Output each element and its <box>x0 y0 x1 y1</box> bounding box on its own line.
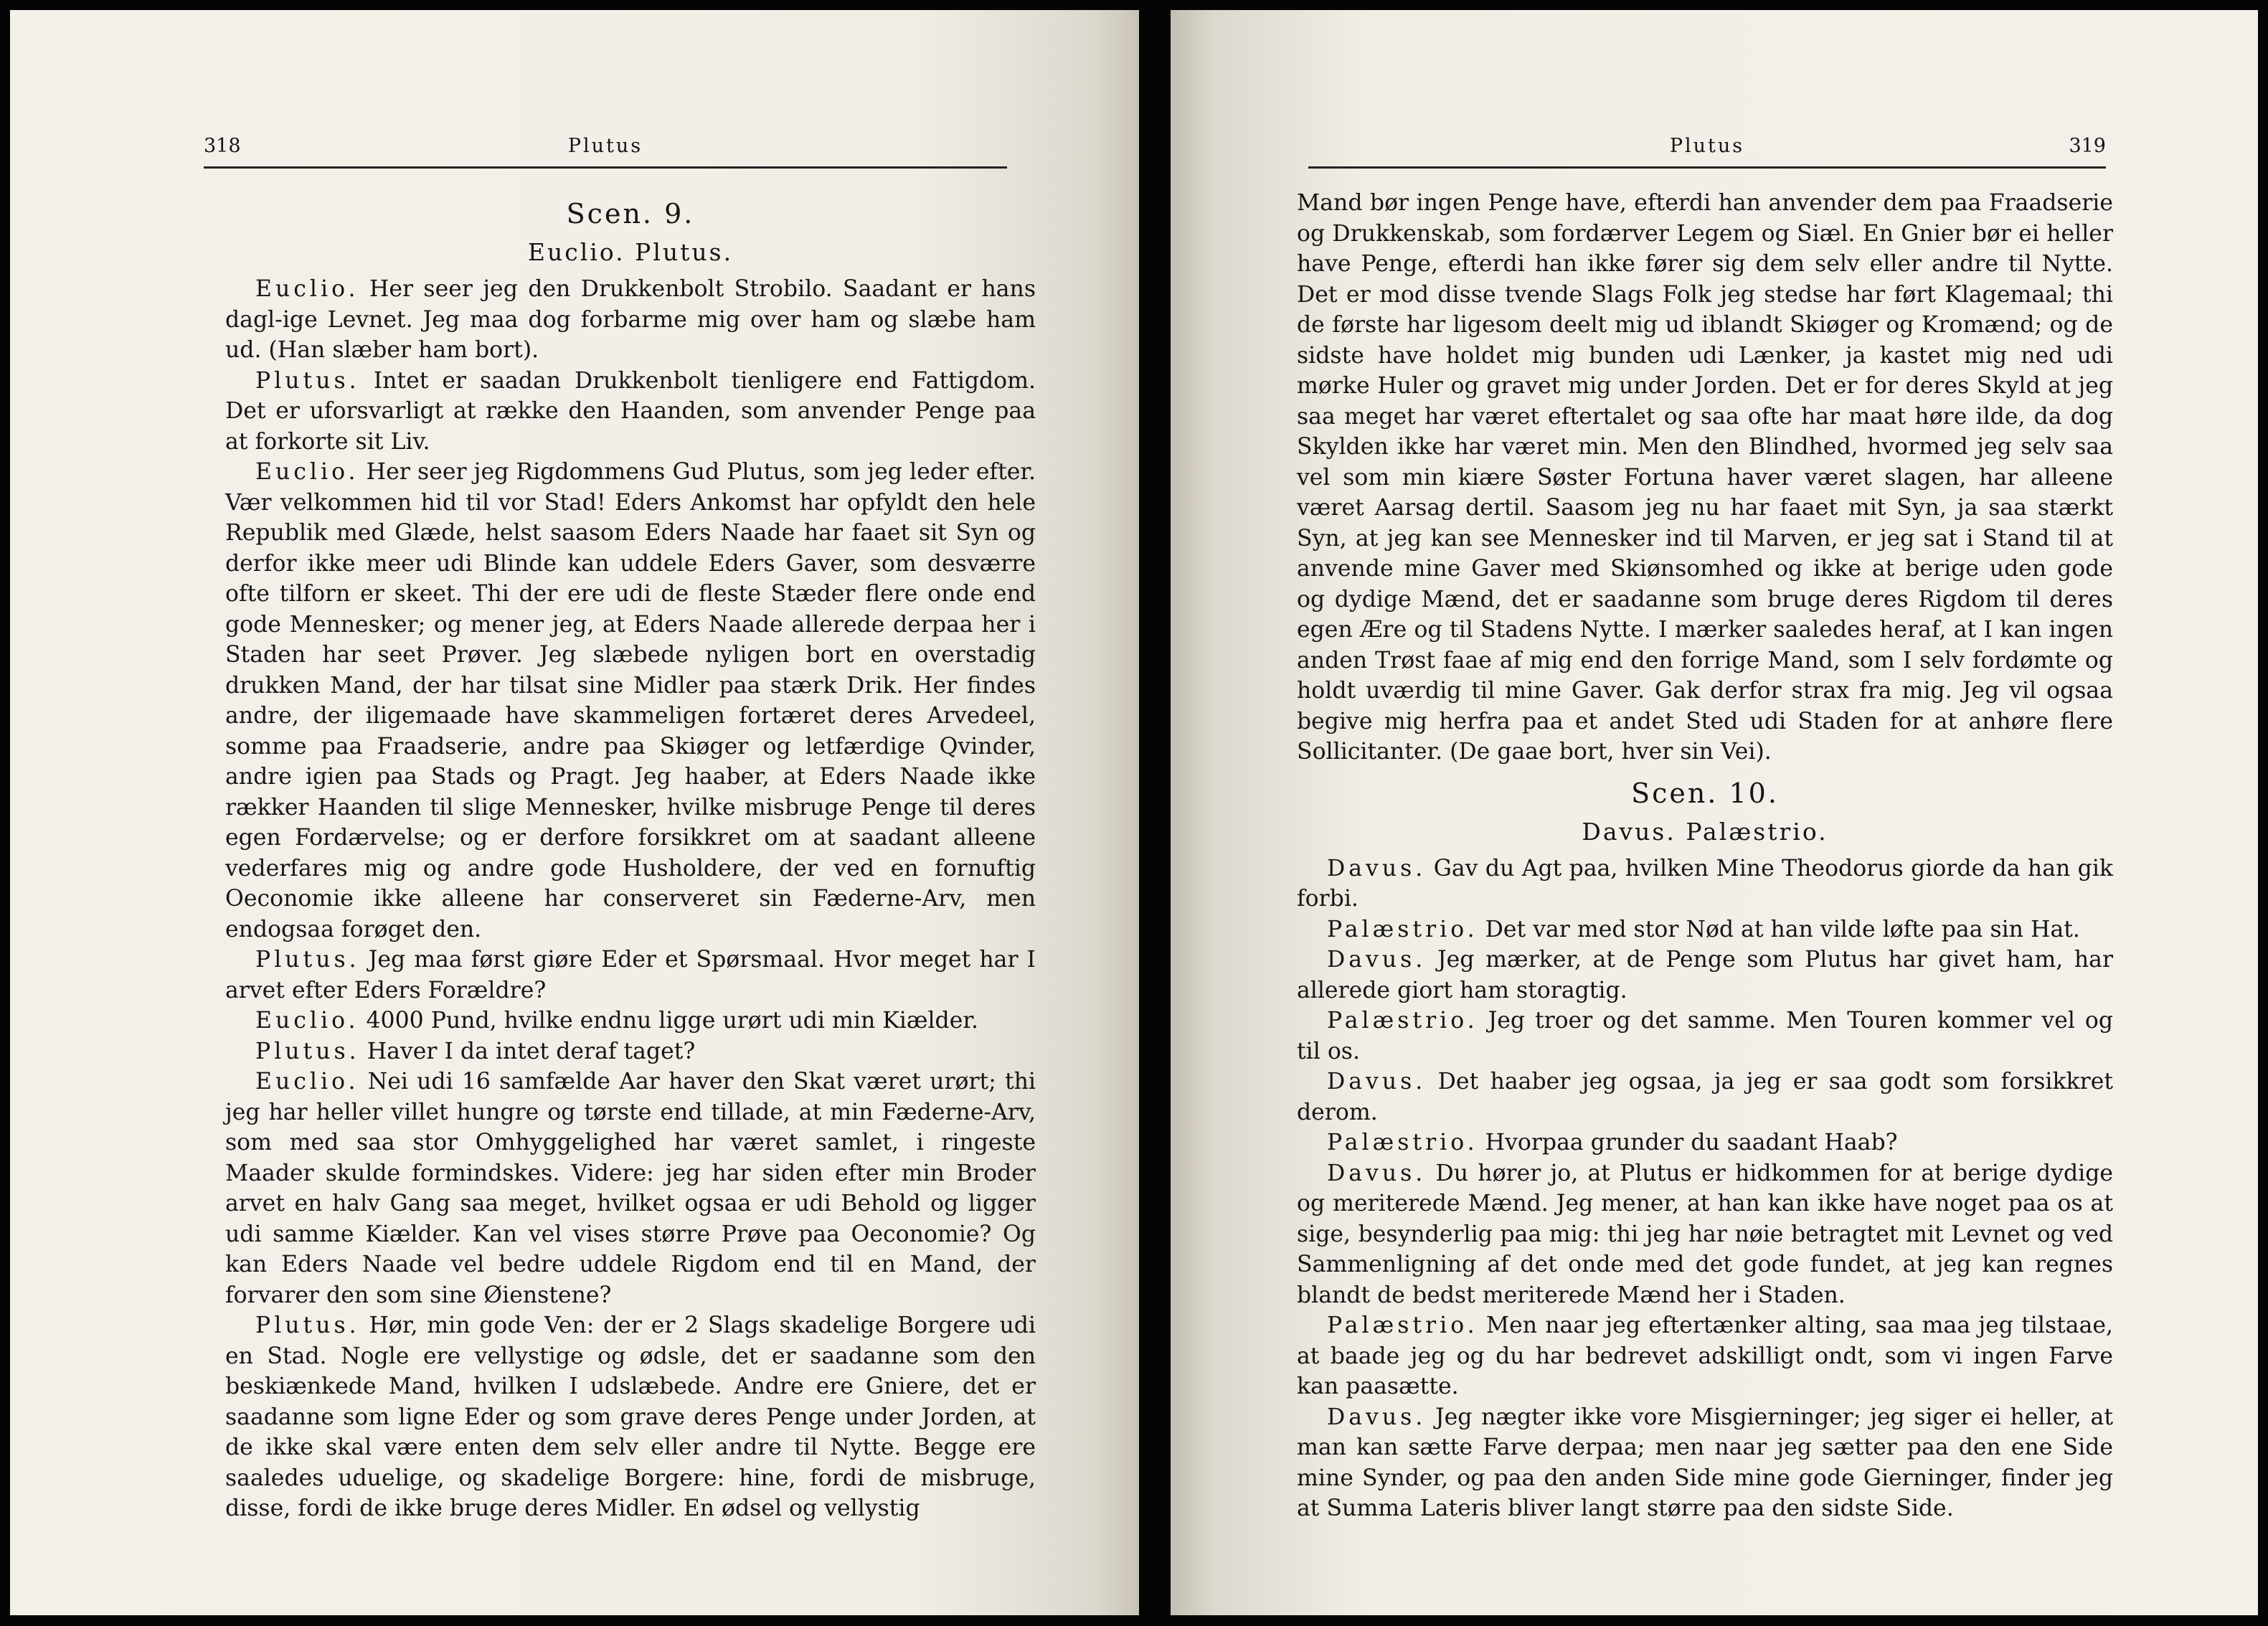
speech-text: 4000 Pund, hvilke endnu ligge urørt udi min Kiælder. <box>366 1008 978 1034</box>
speaker-name: Euclio. <box>255 1069 359 1095</box>
speech-paragraph <box>1297 1310 2113 1402</box>
speaker-name: Davus. <box>1327 1069 1427 1095</box>
speech-text: Jeg troer og det samme. Men Touren kommer vel og til os. <box>1297 1008 2113 1064</box>
speech-text: Men naar jeg eftertænker alting, saa maa jeg tilstaae, at baade jeg og du har bedrevet adskilligt ondt, som vi ingen Farve kan paasætte. <box>1297 1313 2113 1399</box>
speaker-name: Davus. <box>1327 855 1427 881</box>
speech-paragraph <box>1297 1067 2113 1128</box>
speech-text: Nei udi 16 samfælde Aar haver den Skat været urørt; thi jeg har heller villet hungre og tørste end tillade, at min Fæderne-Arv, som med saa stor Omhyggelighed har været samlet, i ringeste Maader skulde formindskes. Videre: jeg har siden efter min Broder arvet en halv Gang saa meget, hvilket ogsaa er udi Behold og ligger udi samme Kiælder. Kan vel vises større Prøve paa Oeconomie? Og kan Eders Naade vel bedre uddele Rigdom end til en Mand, der forvarer den som sine Øienstene? <box>225 1069 1036 1308</box>
speech-text: Jeg maa først giøre Eder et Spørsmaal. Hvor meget har I arvet efter Eders Forældre? <box>225 947 1036 1003</box>
speaker-name: Palæstrio. <box>1327 916 1478 942</box>
scene-persons: Euclio. Plutus. <box>527 238 734 266</box>
speaker-name: Plutus. <box>255 1038 360 1064</box>
speaker-name: Plutus. <box>255 367 360 394</box>
speech-paragraph <box>225 457 1036 945</box>
speaker-name: Euclio. <box>255 459 359 485</box>
speech-text: Det var med stor Nød at han vilde løfte paa sin Hat. <box>1485 916 2080 942</box>
page-body <box>1297 188 2113 1524</box>
page-number: 319 <box>2069 135 2106 157</box>
speech-text: Haver I da intet deraf taget? <box>367 1038 696 1064</box>
speech-paragraph <box>1297 1158 2113 1311</box>
speech-paragraph <box>225 274 1036 366</box>
running-title: Plutus <box>567 135 643 157</box>
speaker-name: Palæstrio. <box>1327 1008 1478 1034</box>
speech-paragraph <box>225 1310 1036 1524</box>
speech-text: Her seer jeg den Drukkenbolt Strobilo. Saadant er hans dagl-ige Levnet. Jeg maa dog forbarme mig over ham og slæbe ham ud. (Han slæber ham bort). <box>225 276 1036 363</box>
speech-paragraph <box>1297 1128 2113 1158</box>
continued-paragraph: Mand bør ingen Penge have, efterdi han anvender dem paa Fraadserie og Drukkenskab, som fordærver Legem og Siæl. En Gnier bør ei heller have Penge, efterdi han ikke fører sig dem selv eller andre til Nytte. Det er mod disse tvende Slags Folk jeg stedse har ført Klagemaal; thi de første har ligesom deelt mig ud iblandt Skiøger og Kromænd; og de sidste have holdet mig bunden udi Lænker, ja kastet mig ned udi mørke Huler og gravet mig under Jorden. Det er for deres Skyld at jeg saa meget har været eftertalet og saa ofte har maat høre ilde, da dog Skylden ikke har været min. Men den Blindhed, hvormed jeg selv saa vel som min kiære Søster Fortuna haver været slagen, har alleene været Aarsag dertil. Saasom jeg nu har faaet mit Syn, ja saa stærkt Syn, at jeg kan see Mennesker ind til Marven, er jeg sat i Stand til at anvende mine Gaver med Skiønsomhed og ikke at berige uden gode og dydige Mænd, det er saadanne som bruge deres Rigdom til deres egen Ære og til Stadens Nytte. I mærker saaledes heraf, at I kan ingen anden Trøst faae af mig end den forrige Mand, som I selv fordømte og holdt uværdig til mine Gaver. Gak derfor strax fra mig. Jeg vil ogsaa begive mig herfra paa et andet Sted udi Staden for at anhøre flere Sollicitanter. (De gaae bort, hver sin Vei). <box>1297 190 2113 765</box>
speech-text: Jeg mærker, at de Penge som Plutus har givet ham, har allerede giort ham storagtig. <box>1297 947 2114 1003</box>
speaker-name: Plutus. <box>255 947 360 973</box>
running-title: Plutus <box>1669 135 1745 157</box>
scene-title: Scen. 10. <box>1631 777 1779 809</box>
speech-paragraph <box>225 1036 1036 1067</box>
right-page <box>1171 10 2258 1615</box>
speech-paragraph <box>1297 1402 2113 1524</box>
speech-paragraph <box>1297 945 2113 1006</box>
scene-title: Scen. 9. <box>566 198 695 230</box>
scene-persons: Davus. Palæstrio. <box>1582 817 1828 846</box>
speech-text: Du hører jo, at Plutus er hidkommen for at berige dydige og meriterede Mænd. Jeg mener, at han kan ikke have noget paa os at sige, besynderlig paa mig: thi jeg har nøie betragtet mit Levnet og ved Sammenligning af det onde med det gode fundet, at jeg kan regnes blandt de bedst meriterede Mænd her i Staden. <box>1297 1160 2113 1308</box>
left-page <box>10 10 1139 1615</box>
page-body <box>225 188 1036 1524</box>
speech-paragraph <box>1297 1006 2113 1067</box>
speech-text: Gav du Agt paa, hvilken Mine Theodorus giorde da han gik forbi. <box>1297 855 2113 912</box>
page-header <box>1308 131 2106 169</box>
speech-text: Her seer jeg Rigdommens Gud Plutus, som jeg leder efter. Vær velkommen hid til vor Stad! Eders Ankomst har opfyldt den hele Republik med Glæde, helst saasom Eders Naade har faaet sit Syn og derfor ikke meer udi Blinde kan uddele Eders Gaver, som desværre ofte tilforn er skeet. Thi der ere udi de fleste Stæder flere onde end gode Mennesker; og mener jeg, at Eders Naade allerede derpaa her i Staden har seet Prøver. Jeg slæbede nyligen bort en overstadig drukken Mand, der har tilsat sine Midler paa stærk Drik. Her findes andre, der iligemaade have skammeligen fortæret deres Arvedeel, somme paa Fraadserie, andre paa Skiøger og letfærdige Qvinder, andre igien paa Stads og Pragt. Jeg haaber, at Eders Naade ikke rækker Haanden til slige Mennesker, hvilke misbruge Penge til deres egen Fordærvelse; og er derfore forsikkret om at saadant alleene vederfares mig og andre gode Husholdere, der ved en fornuftig Oeconomie ikke alleene har conserveret sin Fæderne-Arv, men endogsaa forøget den. <box>225 459 1036 942</box>
speech-paragraph <box>225 1006 1036 1036</box>
speech-text: Jeg nægter ikke vore Misgierninger; jeg siger ei heller, at man kan sætte Farve derpaa; men naar jeg sætter paa den ene Side mine Synder, og paa den anden Side mine gode Gierninger, finder jeg at Summa Lateris bliver langt større paa den sidste Side. <box>1297 1404 2113 1521</box>
speech-paragraph <box>225 1067 1036 1310</box>
speaker-name: Palæstrio. <box>1327 1313 1478 1338</box>
speaker-name: Davus. <box>1327 1404 1427 1430</box>
speech-paragraph <box>225 945 1036 1006</box>
speaker-name: Davus. <box>1327 1160 1427 1186</box>
speaker-name: Plutus. <box>255 1313 360 1338</box>
speech-text: Hvorpaa grunder du saadant Haab? <box>1485 1130 1898 1155</box>
speaker-name: Euclio. <box>255 1008 359 1034</box>
speaker-name: Davus. <box>1327 947 1427 973</box>
speech-text: Det haaber jeg ogsaa, ja jeg er saa godt som forsikkret derom. <box>1297 1069 2113 1125</box>
speaker-name: Euclio. <box>255 276 359 302</box>
speech-paragraph <box>1297 914 2113 945</box>
speech-paragraph <box>1297 854 2113 914</box>
page-header <box>204 131 1007 169</box>
speech-text: Intet er saadan Drukkenbolt tienligere end Fattigdom. Det er uforsvarligt at række den Haanden, som anvender Penge paa at forkorte sit Liv. <box>225 367 1036 455</box>
speech-text: Hør, min gode Ven: der er 2 Slags skadelige Borgere udi en Stad. Nogle ere vellystige og ødsle, det er saadanne som den beskiænkede Mand, hvilken I udslæbede. Andre ere Gniere, det er saadanne som ligne Eder og som grave deres Penge under Jorden, at de ikke skal være enten dem selv eller andre til Nytte. Begge ere saaledes uduelige, og skadelige Borgere: hine, fordi de misbruge, disse, fordi de ikke bruge deres Midler. En ødsel og vellystig <box>225 1313 1036 1521</box>
speech-paragraph <box>225 366 1036 458</box>
speaker-name: Palæstrio. <box>1327 1130 1478 1155</box>
page-number: 318 <box>204 135 241 157</box>
